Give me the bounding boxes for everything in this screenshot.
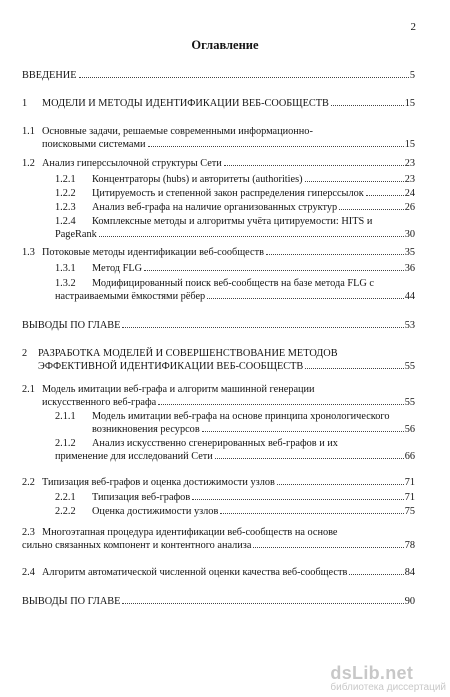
toc-entry-number: 2.2 [22,477,35,488]
toc-leader-dots [349,574,403,575]
toc-entry[interactable] [55,202,415,215]
toc-leader-dots [224,165,404,166]
toc-entry-title: Комплексные методы и алгоритмы учёта цитируемости: HITS и [92,216,373,227]
toc-entry-page: 71 [404,477,415,488]
toc-entry-title: применение для исследований Сети [55,450,213,462]
toc-entry[interactable] [55,278,415,303]
toc-entry[interactable] [22,348,415,373]
toc-entry-title: Оценка достижимости узлов [92,506,219,517]
toc-entry-title: ВВЕДЕНИЕ [22,70,77,81]
toc-leader-dots [277,484,404,485]
toc-entry-page: 71 [404,492,415,503]
toc-leader-dots [207,298,404,299]
toc-leader-dots [79,77,409,78]
toc-leader-dots [220,513,403,514]
toc-entry-page: 56 [404,423,415,435]
site-watermark [330,664,446,694]
toc-leader-dots [202,431,404,432]
toc-leader-dots [331,105,404,106]
toc-entry-title: Метод FLG [92,263,143,274]
toc-entry-title: РАЗРАБОТКА МОДЕЛЕЙ И СОВЕРШЕНСТВОВАНИЕ МЕТОДОВ [38,348,338,359]
toc-entry-title: искусственного веб-графа [42,396,157,408]
toc-entry-page: 23 [404,174,415,185]
toc-entry[interactable] [55,506,415,519]
toc-leader-dots [148,146,404,147]
toc-leader-dots [192,499,404,500]
toc-leader-dots [366,195,404,196]
toc-entry[interactable] [22,477,415,490]
toc-entry-title: Потоковые методы идентификации веб-сообществ [42,247,264,258]
toc-entry-page: 55 [404,360,415,372]
toc-title: Оглавление [191,38,259,52]
toc-entry-number: 1.2 [22,158,35,169]
toc-entry-page: 5 [409,70,415,81]
toc-leader-dots [122,327,403,328]
toc-entry[interactable] [22,98,415,111]
toc-entry-title: Модель имитации веб-графа и алгоритм машинной генерации [42,384,315,395]
toc-entry-number: 2.1.2 [55,438,76,449]
toc-entry-number: 1.3.2 [55,278,76,289]
toc-entry-title: Многоэтапная процедура идентификации веб-сообществ на основе [42,527,338,538]
toc-entry-title: сильно связанных компонент и контентного анализа [22,539,252,551]
toc-entry[interactable] [22,126,415,151]
toc-entry[interactable] [55,411,415,436]
toc-entry-page: 30 [404,228,415,240]
toc-entry-title: Модифицированный поиск веб-сообществ на базе метода FLG с [92,278,375,289]
toc-entry-title: Концентраторы (hubs) и авторитеты (authorities) [92,174,303,185]
toc-entry[interactable] [55,174,415,187]
watermark-subtitle: библиотека диссертаций [330,682,446,693]
toc-entry-page: 75 [404,506,415,517]
toc-leader-dots [99,236,404,237]
toc-entry-title: Типизация веб-графов и оценка достижимости узлов [42,477,275,488]
toc-entry-title: Цитируемость и степенной закон распределения гиперссылок [92,188,364,199]
toc-entry-title: Основные задачи, решаемые современными информационно- [42,126,313,137]
toc-entry[interactable] [22,158,415,171]
toc-entry-number: 1.3.1 [55,263,76,274]
toc-entry-page: 26 [404,202,415,213]
toc-entry-page: 15 [404,98,415,109]
toc-entry[interactable] [55,438,415,463]
toc-entry[interactable] [55,188,415,201]
toc-entry[interactable] [22,527,415,552]
toc-entry[interactable] [55,216,415,241]
toc-entry-title: Анализ искусственно сгенерированных веб-графов и их [92,438,338,449]
toc-entry-page: 23 [404,158,415,169]
toc-entry-number: 1 [22,98,28,109]
toc-entry-title: настраиваемыми ёмкостями рёбер [55,290,206,302]
toc-leader-dots [158,404,404,405]
toc-entry-number: 1.2.1 [55,174,76,185]
toc-entry-page: 84 [404,567,415,578]
toc-entry[interactable] [22,567,415,580]
toc-entry[interactable] [22,596,415,609]
toc-entry-page: 44 [404,290,415,302]
toc-leader-dots [253,547,403,548]
toc-entry-page: 24 [404,188,415,199]
toc-entry-page: 53 [404,320,415,331]
toc-entry[interactable] [55,263,415,276]
toc-entry-number: 1.2.2 [55,188,76,199]
toc-entry-number: 1.1 [22,126,35,137]
toc-entry-title: возникновения ресурсов [92,423,200,435]
toc-entry-number: 1.2.3 [55,202,76,213]
toc-entry-page: 78 [404,539,415,551]
toc-leader-dots [305,368,403,369]
toc-entry-number: 1.2.4 [55,216,76,227]
toc-entry-title: ЭФФЕКТИВНОЙ ИДЕНТИФИКАЦИИ ВЕБ-СООБЩЕСТВ [38,360,304,372]
toc-entry-title: поисковыми системами [42,138,146,150]
watermark-logo: dsLib.net [330,663,414,683]
toc-entry[interactable] [22,320,415,333]
toc-entry-number: 2.1.1 [55,411,76,422]
toc-entry-title: Модель имитации веб-графа на основе принципа хронологического [92,411,390,422]
toc-entry[interactable] [22,247,415,260]
toc-entry-number: 2 [22,348,28,359]
toc-entry-title: PageRank [55,228,97,240]
toc-leader-dots [122,603,403,604]
toc-entry-number: 2.1 [22,384,35,395]
toc-entry-number: 2.2.2 [55,506,76,517]
toc-entry-number: 2.4 [22,567,35,578]
toc-entry-page: 15 [404,138,415,150]
toc-entry-title: ВЫВОДЫ ПО ГЛАВЕ [22,596,121,607]
toc-entry[interactable] [22,70,415,83]
toc-entry-title: МОДЕЛИ И МЕТОДЫ ИДЕНТИФИКАЦИИ ВЕБ-СООБЩЕСТВ [42,98,329,109]
toc-entry-page: 90 [404,596,415,607]
toc-entry-page: 55 [404,396,415,408]
toc-leader-dots [339,209,404,210]
toc-entry-page: 35 [404,247,415,258]
toc-entry-title: Типизация веб-графов [92,492,191,503]
toc-leader-dots [266,254,404,255]
toc-entry-page: 36 [404,263,415,274]
page-number: 2 [410,21,416,33]
toc-leader-dots [144,270,404,271]
toc-entry-title: Алгоритм автоматической численной оценки качества веб-сообществ [42,567,348,578]
toc-entry-title: ВЫВОДЫ ПО ГЛАВЕ [22,320,121,331]
toc-entry-number: 2.3 [22,527,35,538]
toc-entry-number: 2.2.1 [55,492,76,503]
toc-entry-number: 1.3 [22,247,35,258]
toc-entry[interactable] [22,384,415,409]
toc-entry-page: 66 [404,450,415,462]
toc-entry[interactable] [55,492,415,505]
toc-entry-title: Анализ веб-графа на наличие организованных структур [92,202,338,213]
toc-leader-dots [305,181,404,182]
toc-leader-dots [215,458,404,459]
toc-entry-title: Анализ гиперссылочной структуры Сети [42,158,222,169]
